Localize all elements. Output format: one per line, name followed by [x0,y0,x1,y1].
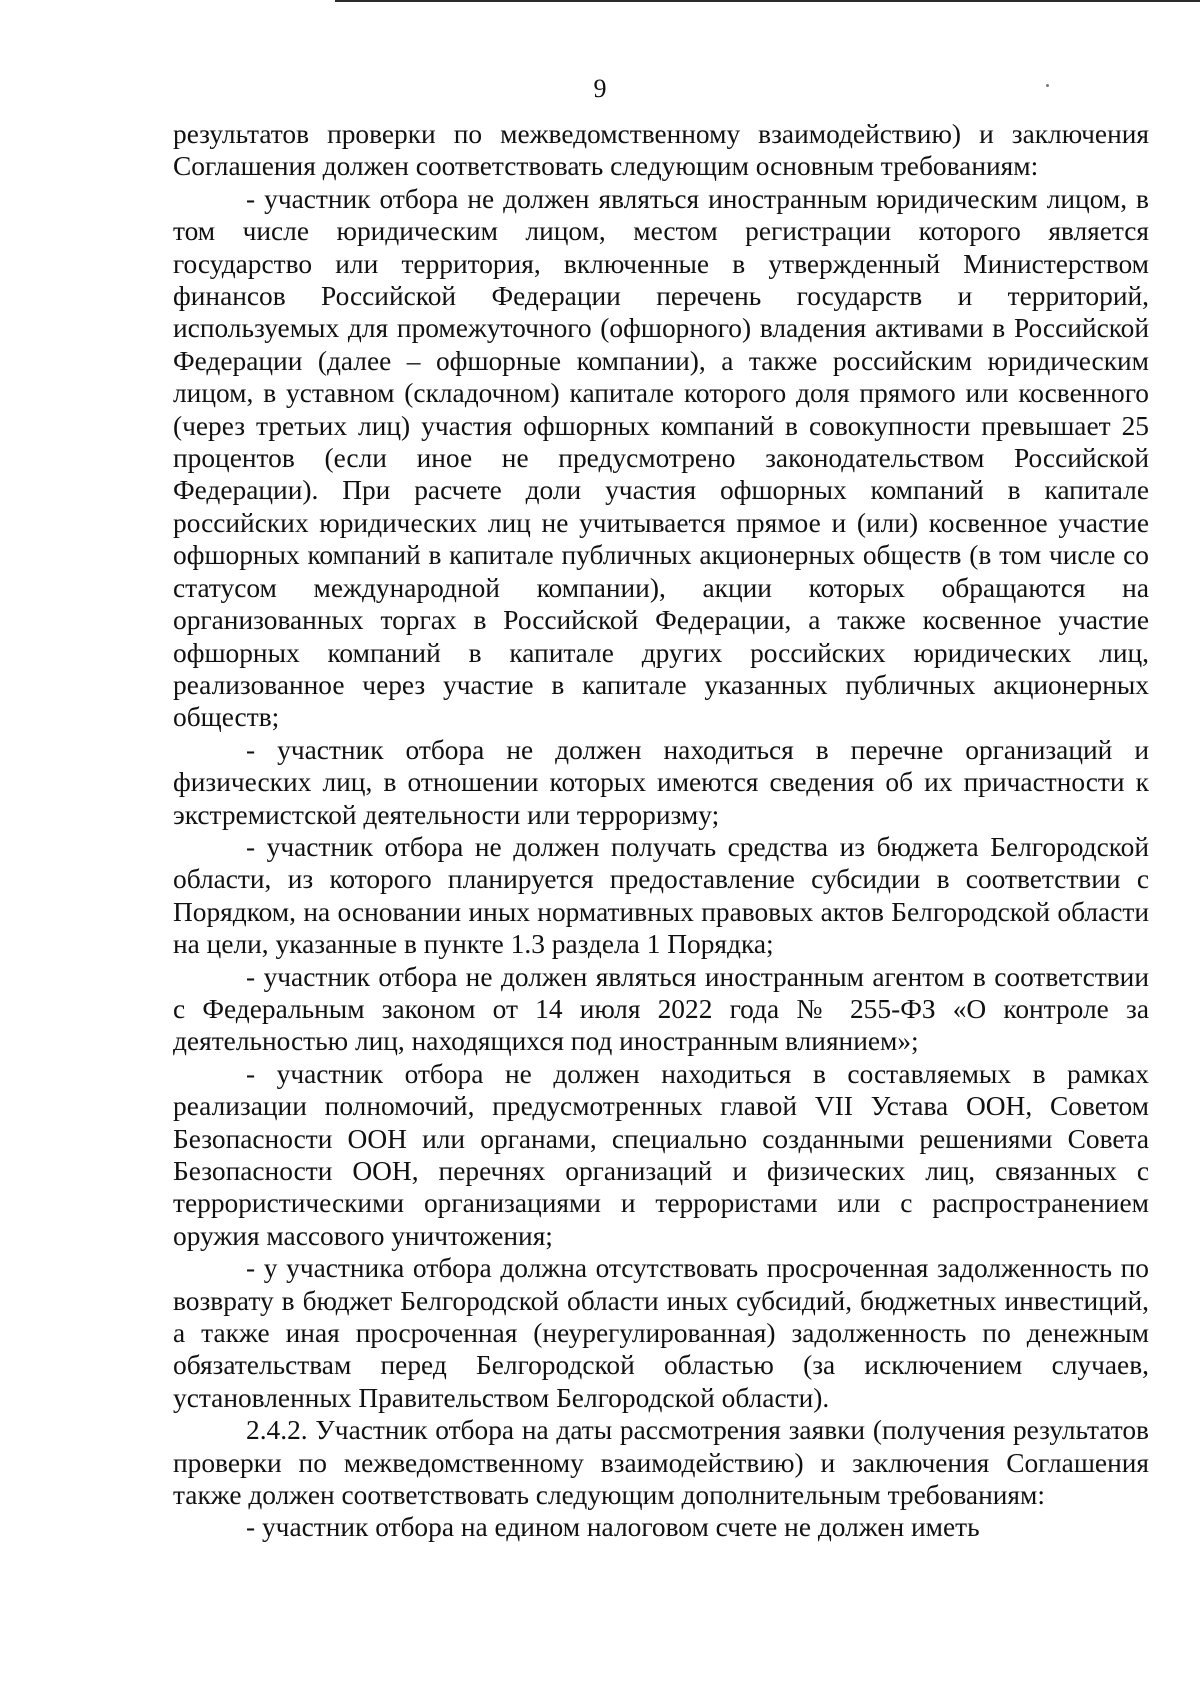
paragraph-section-2-4-2: 2.4.2. Участник отбора на даты рассмотрения заявки (получения результатов проверки по межведомственному взаимодействию) и заключения Соглашения также должен соответствовать следующим дополнительным требованиям: [173,1415,1149,1511]
page-number: 9 [593,74,607,103]
paragraph-foreign-agent-requirement: - участник отбора не должен являться иностранным агентом в соответствии с Федеральным законом от 14 июля 2022 года № 255-ФЗ «О контроле за деятельностью лиц, находящихся под иностранным влиянием»; [173,961,1149,1057]
paragraph-extremism-requirement: - участник отбора не должен находиться в перечне организаций и физических лиц, в отношении которых имеются сведения об их причастности к экстремистской деятельности или терроризму; [173,734,1149,830]
paragraph-un-sanctions-requirement: - участник отбора не должен находиться в составляемых в рамках реализации полномочий, предусмотренных главой VII Устава ООН, Советом Безопасности ООН или органами, специально созданными решениями Совета Безопасности ООН, перечнях организаций и физических лиц, связанных с террористическими организациями и террористами или с распространением оружия массового уничтожения; [173,1058,1149,1251]
paragraph-continuation: результатов проверки по межведомственному взаимодействию) и заключения Соглашения должен соответствовать следующим основным требованиям: [173,119,1149,182]
document-body [173,118,1149,1544]
paragraph-debt-requirement: - у участника отбора должна отсутствовать просроченная задолженность по возврату в бюджет Белгородской области иных субсидий, бюджетных инвестиций, а также иная просроченная (неурегулированная) задолженность по денежным обязательствам перед Белгородской областью (за исключением случаев, установленных Правительством Белгородской области). [173,1253,1149,1413]
paragraph-offshore-requirement: - участник отбора не должен являться иностранным юридическим лицом, в том числе юридическим лицом, местом регистрации которого является государство или территория, включенные в утвержденный Министерством финансов Российской Федерации перечень государств и территорий, используемых для промежуточного (офшорного) владения активами в Российской Федерации (далее – офшорные компании), а также российским юридическим лицом, в уставном (складочном) капитале которого доля прямого или косвенного (через третьих лиц) участия офшорных компаний в совокупности превышает 25 процентов (если иное не предусмотрено законодательством Российской Федерации). При расчете доли участия офшорных компаний в капитале российских юридических лиц не учитывается прямое и (или) косвенное участие офшорных компаний в капитале публичных акционерных обществ (в том числе со статусом международной компании), акции которых обращаются на организованных торгах в Российской Федерации, а также косвенное участие офшорных компаний в капитале других российских юридических лиц, реализованное через участие в капитале указанных публичных акционерных обществ; [173,183,1149,733]
paragraph-tax-account-requirement: - участник отбора на едином налоговом счете не должен иметь [246,1512,980,1543]
top-rule [335,0,1200,2]
paragraph-budget-requirement: - участник отбора не должен получать средства из бюджета Белгородской области, из которого планируется предоставление субсидии в соответствии с Порядком, на основании иных нормативных правовых актов Белгородской области на цели, указанные в пункте 1.3 раздела 1 Порядка; [173,831,1149,960]
